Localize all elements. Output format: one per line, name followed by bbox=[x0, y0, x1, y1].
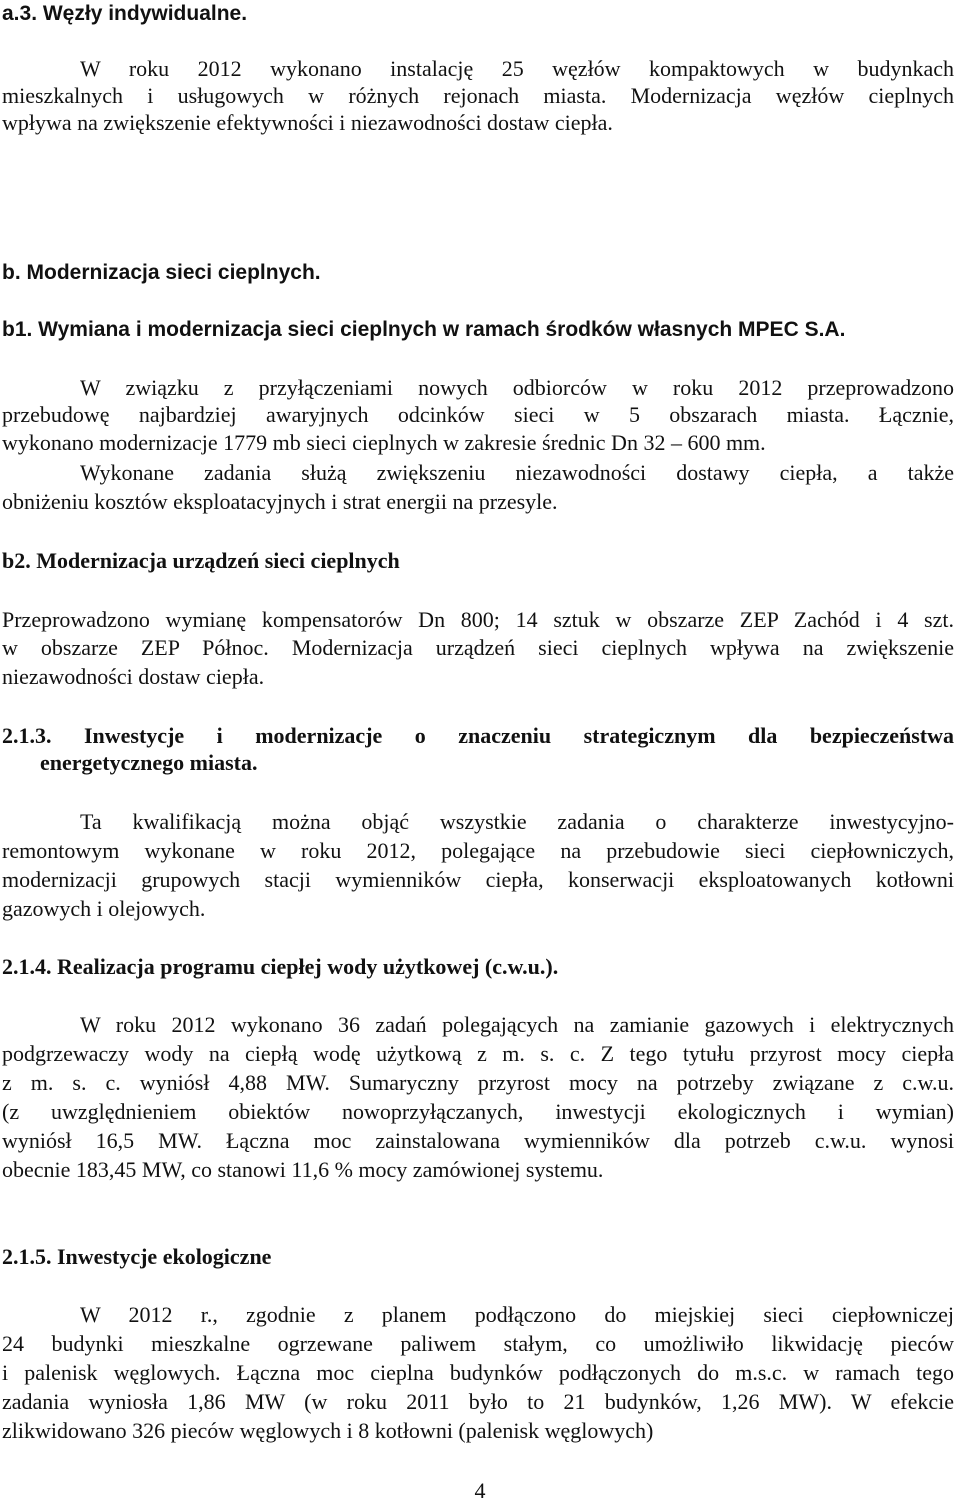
paragraph-line: mieszkalnych i usługowych w różnych rejonach miasta. Modernizacja węzłów cieplnych bbox=[2, 83, 954, 108]
paragraph-line: niezawodności dostaw ciepła. bbox=[2, 664, 265, 689]
paragraph-line: wykonano modernizacje 1779 mb sieci cieplnych w zakresie średnic Dn 32 – 600 mm. bbox=[2, 430, 766, 455]
paragraph-line: 24 budynki mieszkalne ogrzewane paliwem stałym, co umożliwiło likwidację pieców bbox=[2, 1331, 954, 1356]
paragraph-line: W związku z przyłączeniami nowych odbiorców w roku 2012 przeprowadzono bbox=[80, 375, 954, 400]
paragraph-line: obniżeniu kosztów eksploatacyjnych i strat energii na przesyle. bbox=[2, 489, 558, 514]
paragraph-line: przebudowę najbardziej awaryjnych odcinków sieci w 5 obszarach miasta. Łącznie, bbox=[2, 402, 954, 427]
paragraph-line: zadania wyniosła 1,86 MW (w roku 2011 było to 21 budynków, 1,26 MW). W efekcie bbox=[2, 1389, 954, 1414]
page-number: 4 bbox=[474, 1478, 486, 1503]
section-heading-2-1-3-cont: energetycznego miasta. bbox=[40, 750, 258, 775]
paragraph-line: wyniósł 16,5 MW. Łączna moc zainstalowana wymienników dla potrzeb c.w.u. wynosi bbox=[2, 1128, 954, 1153]
section-heading-2-1-3: 2.1.3. Inwestycje i modernizacje o znaczeniu strategicznym dla bezpieczeństwa bbox=[2, 723, 954, 748]
paragraph-line: zlikwidowano 326 pieców węglowych i 8 kotłowni (palenisk węglowych) bbox=[2, 1418, 654, 1443]
paragraph-line: remontowym wykonane w roku 2012, polegające na przebudowie sieci ciepłowniczych, bbox=[2, 838, 954, 863]
section-heading-2-1-4: 2.1.4. Realizacja programu ciepłej wody użytkowej (c.w.u.). bbox=[2, 954, 559, 979]
paragraph-line: Wykonane zadania służą zwiększeniu niezawodności dostawy ciepła, a także bbox=[80, 460, 954, 485]
paragraph-line: gazowych i olejowych. bbox=[2, 896, 206, 921]
paragraph-line: podgrzewaczy wody na ciepłą wodę użytkową z m. s. c. Z tego tytułu przyrost mocy ciepła bbox=[2, 1041, 954, 1066]
paragraph-line: W roku 2012 wykonano instalację 25 węzłów kompaktowych w budynkach bbox=[80, 56, 954, 81]
paragraph-line: Ta kwalifikacją można objąć wszystkie zadania o charakterze inwestycyjno- bbox=[80, 809, 954, 834]
paragraph-line: Przeprowadzono wymianę kompensatorów Dn 800; 14 sztuk w obszarze ZEP Zachód i 4 szt. bbox=[2, 607, 954, 632]
paragraph-line: z m. s. c. wyniósł 4,88 MW. Sumaryczny przyrost mocy na potrzeby związane z c.w.u. bbox=[2, 1070, 954, 1095]
paragraph-line: w obszarze ZEP Północ. Modernizacja urządzeń sieci cieplnych wpływa na zwiększenie bbox=[2, 635, 954, 660]
paragraph-line: W 2012 r., zgodnie z planem podłączono do miejskiej sieci ciepłowniczej bbox=[80, 1302, 954, 1327]
section-heading-b: b. Modernizacja sieci cieplnych. bbox=[2, 261, 321, 284]
paragraph-line: W roku 2012 wykonano 36 zadań polegających na zamianie gazowych i elektrycznych bbox=[80, 1012, 954, 1037]
section-heading-a3: a.3. Węzły indywidualne. bbox=[2, 2, 248, 25]
paragraph-line: i palenisk węglowych. Łączna moc cieplna budynków podłączonych do m.s.c. w ramach tego bbox=[2, 1360, 954, 1385]
paragraph-line: obecnie 183,45 MW, co stanowi 11,6 % mocy zamówionej systemu. bbox=[2, 1157, 604, 1182]
section-heading-b2: b2. Modernizacja urządzeń sieci cieplnych bbox=[2, 548, 400, 573]
paragraph-line: (z uwzględnieniem obiektów nowoprzyłączanych, inwestycji ekologicznych i wymian) bbox=[2, 1099, 954, 1124]
section-heading-b1: b1. Wymiana i modernizacja sieci cieplnych w ramach środków własnych MPEC S.A. bbox=[2, 318, 846, 341]
paragraph-line: wpływa na zwiększenie efektywności i niezawodności dostaw ciepła. bbox=[2, 110, 613, 135]
section-heading-2-1-5: 2.1.5. Inwestycje ekologiczne bbox=[2, 1244, 272, 1269]
paragraph-line: modernizacji grupowych stacji wymienników ciepła, konserwacji eksploatowanych kotłowni bbox=[2, 867, 954, 892]
